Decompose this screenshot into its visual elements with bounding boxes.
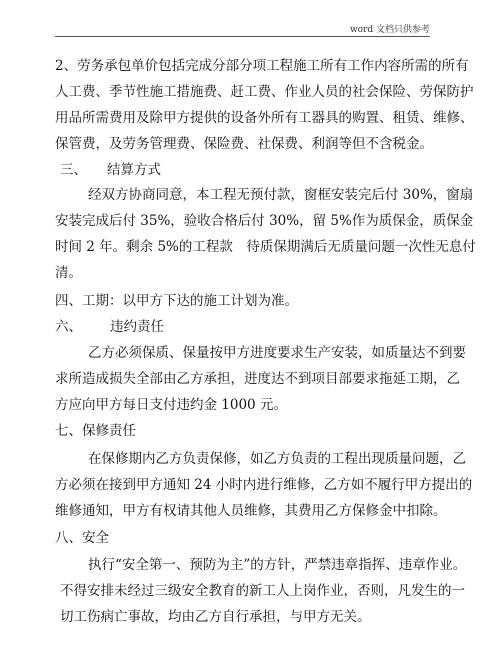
- section-heading-6: [55, 319, 164, 335]
- body-line: 清。: [55, 265, 82, 281]
- body-line: 保管费，及劳务管理费、保险费、社保费、利润等但不含税金。: [55, 136, 433, 152]
- body-line: 方必须在接到甲方通知 24 小时内进行维修，乙方如不履行甲方提出的: [55, 477, 473, 493]
- body-line: 时间 2 年。剩余 5%的工程款 待质保期满后无质量问题一次性无息付: [55, 239, 476, 255]
- body-line: 不得安排未经过三级安全教育的新工人上岗作业，否则，凡发生的一: [60, 583, 465, 599]
- body-line: 执行“安全第一、预防为主”的方针，严禁违章指挥、违章作业。: [88, 557, 467, 573]
- section-number: 三、: [60, 162, 87, 178]
- body-line: 方应向甲方每日支付违约金 1000 元。: [55, 397, 287, 413]
- section-title: 违约责任: [110, 319, 164, 335]
- section-heading-4: 四、工期：以甲方下达的施工计划为准。: [55, 293, 298, 309]
- body-line: 人工费、季节性施工措施费、赶工费、作业人员的社会保险、劳保防护: [55, 84, 474, 100]
- section-heading-7: 七、保修责任: [55, 423, 136, 439]
- body-line: 安装完成后付 35%，验收合格后付 30%，留 5%作为质保金，质保金: [55, 213, 474, 229]
- body-line: 乙方必须保质、保量按甲方进度要求生产安装，如质量达不到要: [88, 345, 466, 361]
- body-line: 用品所需费用及除甲方提供的设备外所有工器具的购置、租赁、维修、: [55, 110, 474, 126]
- header-divider: [55, 36, 430, 37]
- body-line: 求所造成损失全部由乙方承担，进度达不到项目部要求拖延工期，乙: [55, 371, 460, 387]
- body-line: 经双方协商同意，本工程无预付款，窗框安装完后付 30%，窗扇: [88, 187, 474, 203]
- section-number: 六、: [55, 319, 82, 335]
- page-header-text: word 文档只供参考: [349, 25, 430, 35]
- section-title: 结算方式: [107, 162, 161, 178]
- body-line: 切工伤病亡事故，均由乙方自行承担，与甲方无关。: [60, 609, 371, 625]
- body-line: 在保修期内乙方负责保修，如乙方负责的工程出现质量问题，乙: [88, 451, 466, 467]
- section-heading-8: 八、安全: [55, 530, 109, 546]
- section-heading-3: [60, 162, 161, 178]
- body-line: 2、劳务承包单价包括完成分部分项工程施工所有工作内容所需的所有: [55, 58, 469, 74]
- body-line: 维修通知，甲方有权请其他人员维修，其费用乙方保修金中扣除。: [55, 503, 447, 519]
